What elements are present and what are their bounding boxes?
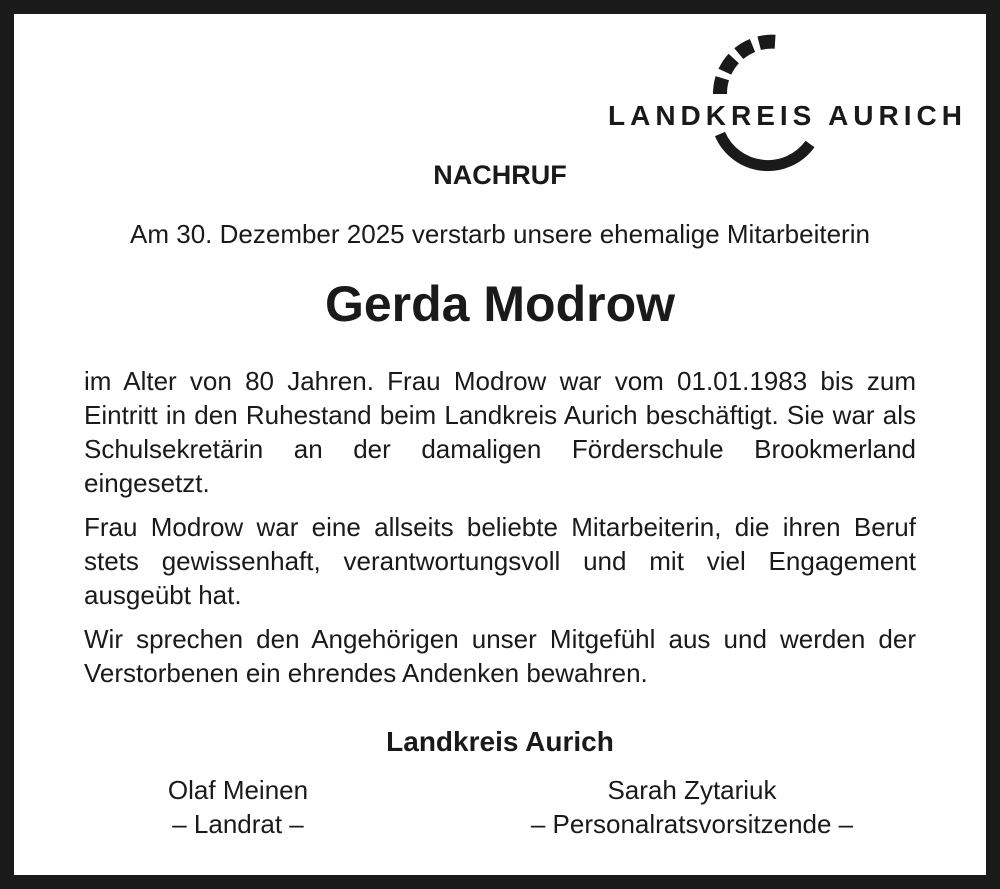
signatory-role: – Personalratsvorsitzende – bbox=[530, 809, 854, 839]
notice-paragraph-2: Frau Modrow war eine allseits beliebte Mitarbeiterin, die ihren Beruf stets gewissenhaft, verantwortungsvoll und mit viel Engagement ausgeübt hat. bbox=[84, 512, 916, 610]
signatory-name: Sarah Zytariuk bbox=[607, 775, 777, 805]
logo-arc-icon bbox=[698, 24, 848, 174]
signatory-role: – Landrat – bbox=[172, 809, 304, 839]
notice-intro: Am 30. Dezember 2025 verstarb unsere ehemalige Mitarbeiterin bbox=[130, 219, 870, 249]
signatory-2 bbox=[492, 773, 892, 841]
notice-heading: NACHRUF bbox=[433, 160, 567, 190]
notice-paragraph-3: Wir sprechen den Angehörigen unser Mitgefühl aus und werden der Verstorbenen ein ehrendes Andenken bewahren. bbox=[84, 624, 916, 688]
logo-text: LANDKREIS AURICH bbox=[608, 100, 967, 131]
organization-name: Landkreis Aurich bbox=[386, 726, 614, 757]
landkreis-aurich-logo bbox=[592, 24, 967, 174]
deceased-name: Gerda Modrow bbox=[324, 276, 676, 332]
notice-paragraph-1: im Alter von 80 Jahren. Frau Modrow war vom 01.01.1983 bis zum Eintritt in den Ruhestand beim Landkreis Aurich beschäftigt. Sie war als Schulsekretärin an der damaligen Förderschule Brookmerland eingesetzt. bbox=[84, 366, 916, 498]
signatory-name: Olaf Meinen bbox=[167, 775, 309, 805]
signatory-1 bbox=[118, 773, 358, 841]
